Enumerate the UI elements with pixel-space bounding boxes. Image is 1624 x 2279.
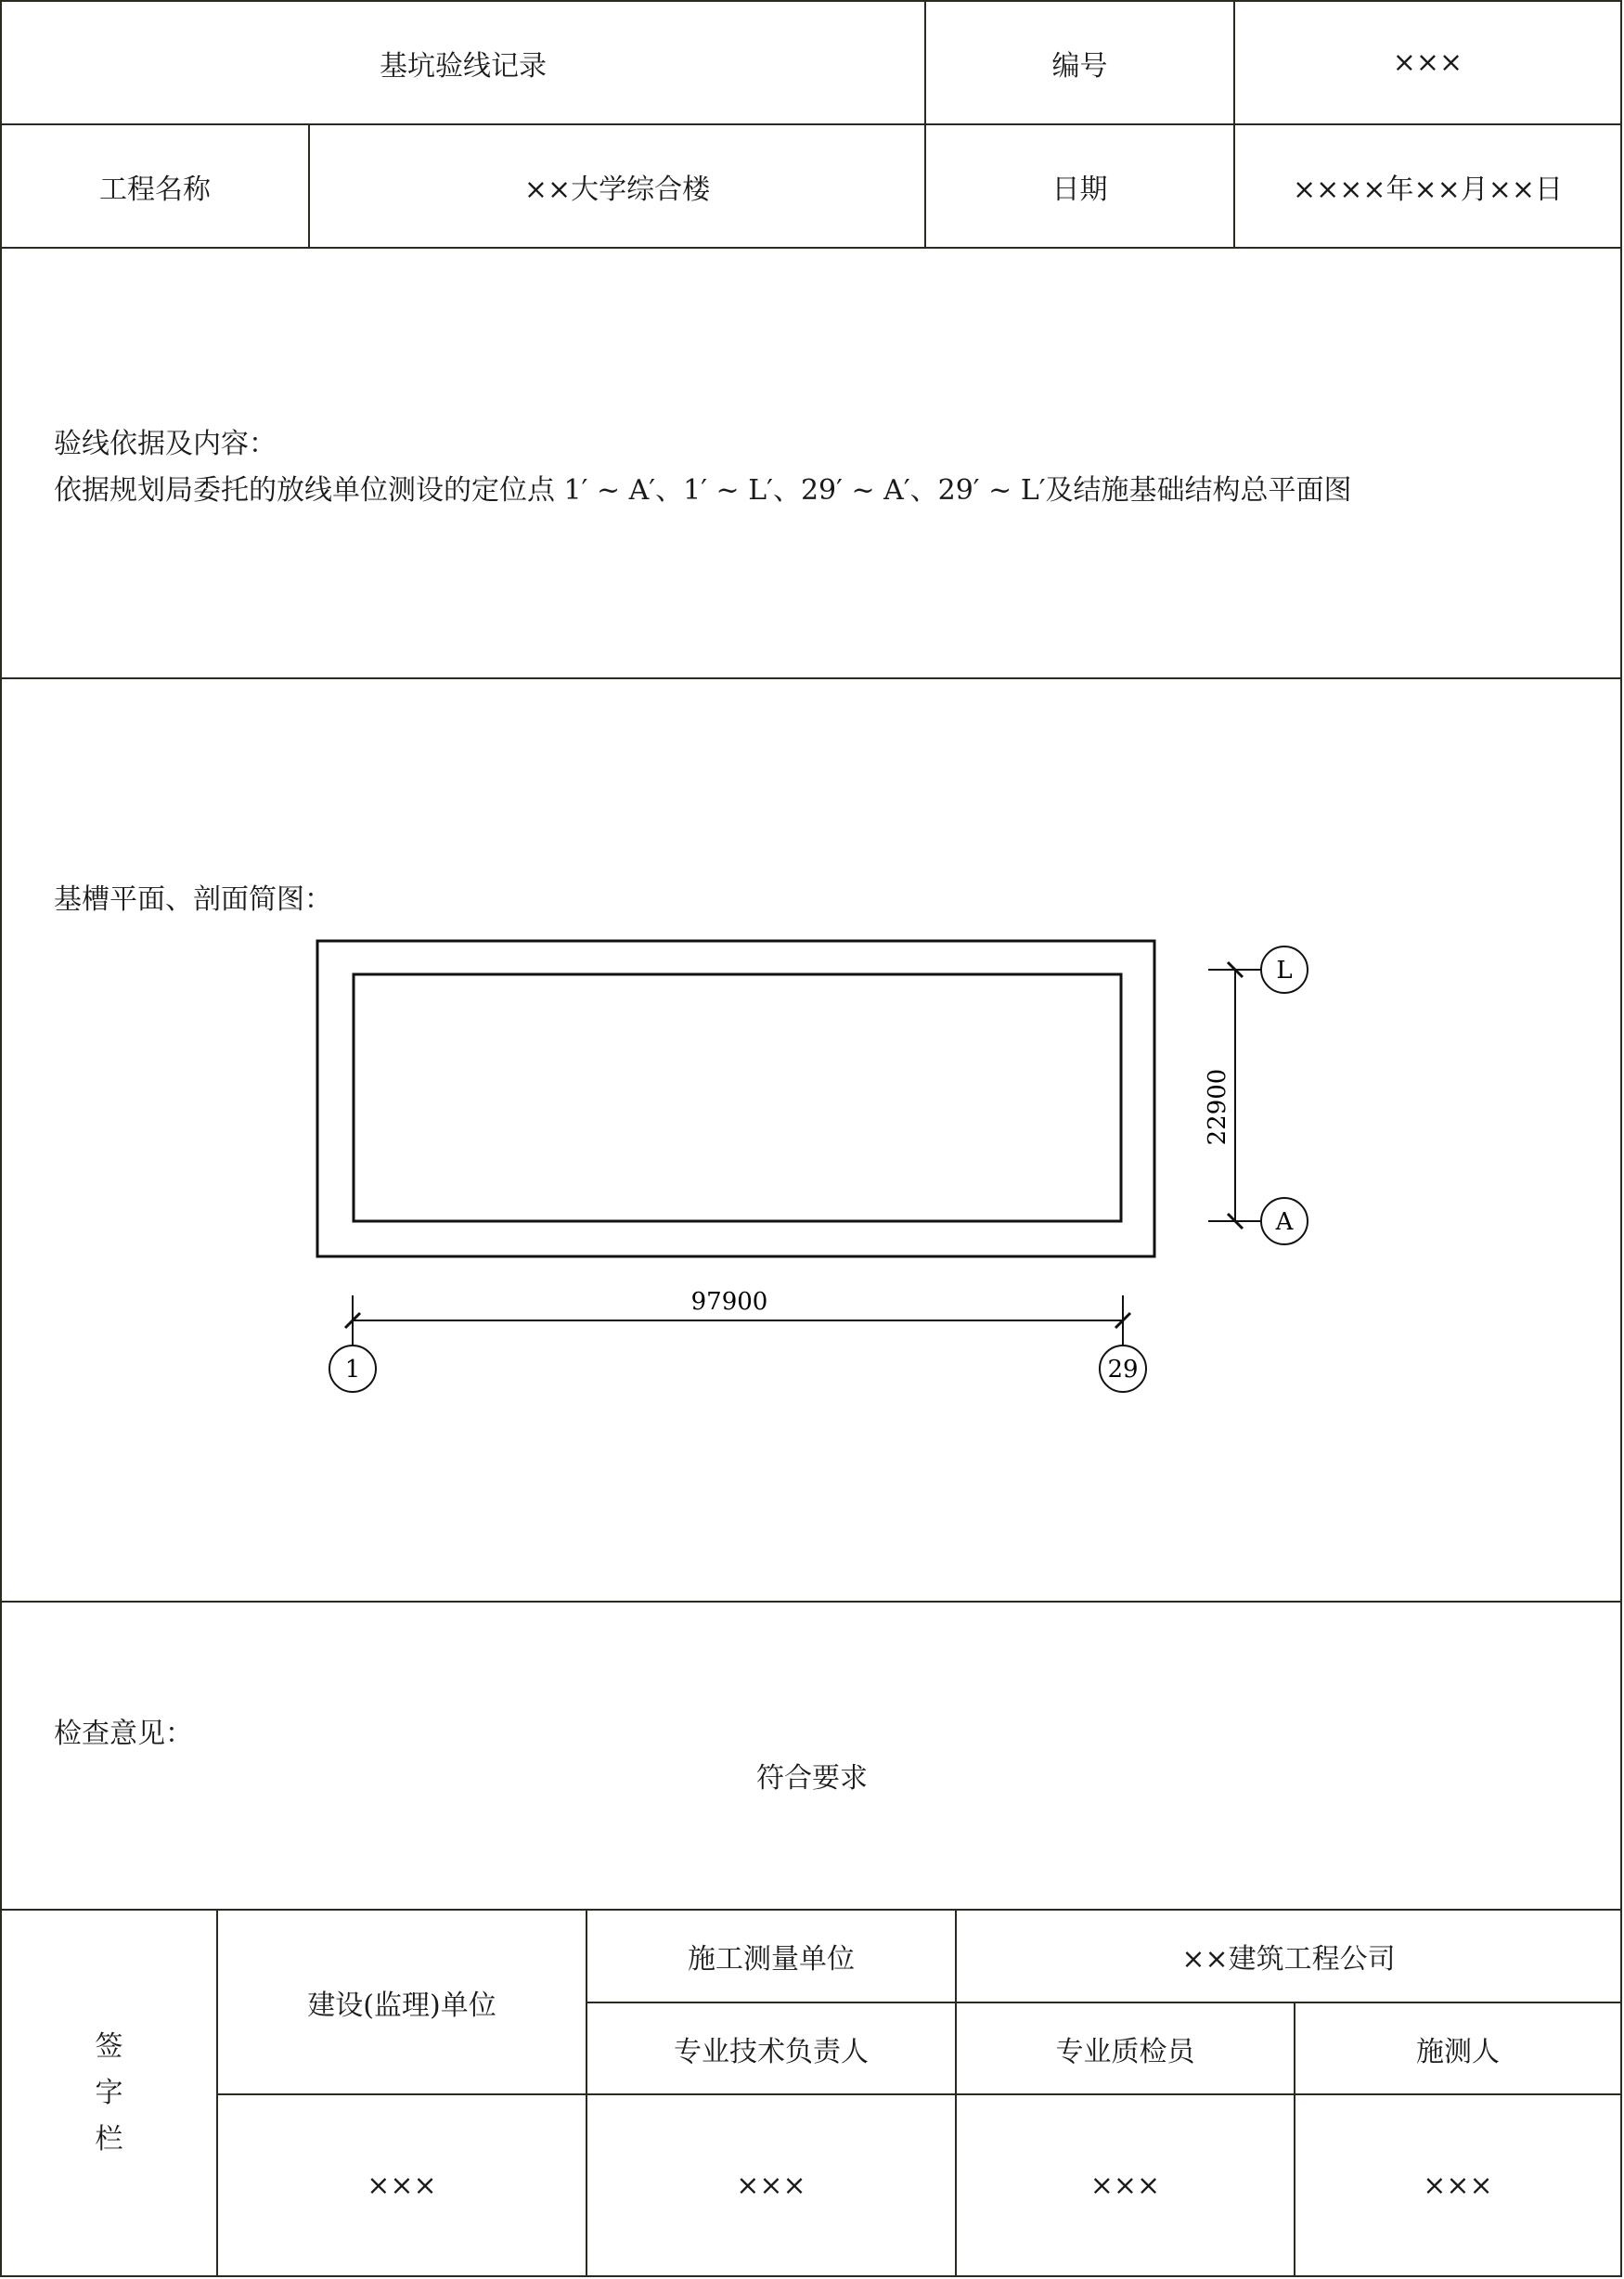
sketch-section (2, 679, 1622, 1603)
vertical-dimension-value: 22900 (1204, 1068, 1231, 1146)
axis-label-right: 29 (1107, 1356, 1139, 1384)
owner-sign-cell (218, 2095, 587, 2277)
survey-unit-value-cell (957, 1911, 1622, 2003)
surveyor-sign: ××× (1423, 2169, 1493, 2202)
tech-lead-label: 专业技术负责人 (674, 2035, 869, 2068)
project-name-value: ××大学综合楼 (523, 173, 711, 206)
tech-lead-label-cell (587, 2003, 957, 2095)
axis-label-bottom: A (1275, 1208, 1294, 1236)
opinion-label: 检查意见： (54, 1718, 193, 1750)
owner-label-cell (218, 1911, 587, 2095)
survey-unit-label-cell (587, 1911, 957, 2003)
horizontal-dimension-value: 97900 (690, 1288, 768, 1316)
record-title-cell (2, 2, 926, 125)
axis-label-top: L (1276, 957, 1293, 985)
opinion-section (2, 1603, 1622, 1911)
qc-sign: ××× (1089, 2169, 1161, 2202)
survey-unit-value: ××建筑工程公司 (1181, 1943, 1396, 1976)
project-name-label: 工程名称 (99, 173, 211, 206)
tech-lead-sign-cell (587, 2095, 957, 2277)
date-label-cell (926, 125, 1235, 249)
surveyor-label-cell (1295, 2003, 1622, 2095)
date-value-cell (1235, 125, 1622, 249)
number-label: 编号 (1051, 49, 1108, 83)
qc-sign-cell (957, 2095, 1295, 2277)
foundation-pit-sketch (2, 679, 1617, 1598)
date-label: 日期 (1051, 173, 1108, 206)
project-name-label-cell (2, 125, 310, 249)
survey-unit-label: 施工测量单位 (688, 1943, 855, 1976)
sketch-label: 基槽平面、剖面简图： (54, 883, 332, 916)
basis-section (2, 249, 1622, 679)
owner-label: 建设(监理)单位 (307, 1989, 496, 2022)
surveyor-sign-cell (1295, 2095, 1622, 2277)
axis-label-left: 1 (344, 1356, 361, 1384)
signature-column-label-cell (2, 1911, 218, 2277)
number-label-cell (926, 2, 1235, 125)
surveyor-label: 施测人 (1416, 2035, 1500, 2068)
date-value: ××××年××月××日 (1292, 173, 1564, 206)
tech-lead-sign: ××× (736, 2169, 806, 2202)
qc-label-cell (957, 2003, 1295, 2095)
qc-label: 专业质检员 (1055, 2035, 1195, 2068)
signature-column-label: 签字栏 (95, 2029, 123, 2156)
basis-content: 依据规划局委托的放线单位测设的定位点 1′ ~ A′、1′ ~ L′、29′ ~ A′、29′ ~ L′及结施基础结构总平面图 (54, 474, 1352, 507)
record-title: 基坑验线记录 (380, 49, 547, 83)
owner-sign: ××× (367, 2169, 437, 2202)
number-value: ××× (1392, 46, 1463, 79)
basis-label: 验线依据及内容： (54, 428, 277, 460)
opinion-value: 符合要求 (756, 1762, 868, 1795)
pit-outer-outline (317, 941, 1154, 1256)
pit-inner-outline (354, 974, 1121, 1221)
project-name-value-cell (310, 125, 926, 249)
number-value-cell (1235, 2, 1622, 125)
